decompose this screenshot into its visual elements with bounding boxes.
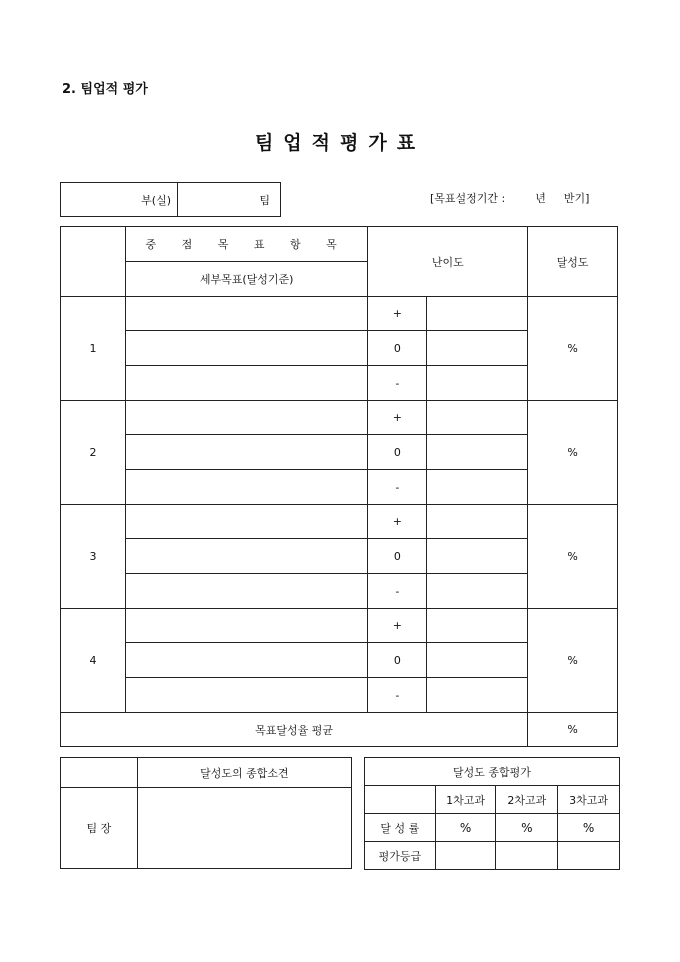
main-evaluation-table — [60, 226, 618, 747]
achievement-percent: % — [528, 609, 618, 713]
opinion-corner-cell — [61, 758, 138, 788]
difficulty-sign: + — [368, 297, 427, 331]
difficulty-input-cell[interactable] — [427, 678, 528, 713]
goal-input-cell[interactable] — [125, 470, 368, 505]
average-row — [61, 713, 618, 747]
difficulty-input-cell[interactable] — [427, 643, 528, 678]
difficulty-input-cell[interactable] — [427, 401, 528, 435]
header-difficulty: 난이도 — [368, 227, 528, 297]
period-label: [목표설정기간 : — [430, 192, 506, 205]
row-number: 4 — [61, 609, 126, 713]
goal-input-cell[interactable] — [125, 574, 368, 609]
section-heading: 2. 팀업적 평가 — [62, 82, 148, 97]
leader-label: 팀 장 — [61, 788, 138, 869]
team-label: 팀 — [178, 183, 281, 217]
difficulty-sign: 0 — [368, 539, 427, 574]
row-number: 3 — [61, 505, 126, 609]
difficulty-sign: 0 — [368, 643, 427, 678]
difficulty-input-cell[interactable] — [427, 505, 528, 539]
table-row — [61, 297, 618, 331]
goal-input-cell[interactable] — [125, 401, 368, 435]
header-number-cell — [61, 227, 126, 297]
goal-input-cell[interactable] — [125, 678, 368, 713]
goal-input-cell[interactable] — [125, 609, 368, 643]
achievement-rate-1[interactable]: % — [435, 814, 496, 842]
goal-input-cell[interactable] — [125, 435, 368, 470]
achievement-rate-3[interactable]: % — [558, 814, 620, 842]
average-label: 목표달성율 평균 — [61, 713, 528, 747]
achievement-percent: % — [528, 297, 618, 401]
header-items: 중 점 목 표 항 목 — [125, 227, 368, 262]
row-number: 1 — [61, 297, 126, 401]
difficulty-sign: + — [368, 609, 427, 643]
achievement-rate-2[interactable]: % — [496, 814, 558, 842]
achievement-percent: % — [528, 401, 618, 505]
average-percent: % — [528, 713, 618, 747]
goal-input-cell[interactable] — [125, 505, 368, 539]
period-half: 반기] — [563, 192, 590, 205]
eval-column-3: 3차고과 — [558, 786, 620, 814]
header-achievement: 달성도 — [528, 227, 618, 297]
grade-label: 평가등급 — [365, 842, 436, 870]
difficulty-sign: 0 — [368, 331, 427, 366]
opinion-table — [60, 757, 352, 869]
eval-header: 달성도 종합평가 — [365, 758, 620, 786]
difficulty-input-cell[interactable] — [427, 470, 528, 505]
difficulty-input-cell[interactable] — [427, 331, 528, 366]
goal-input-cell[interactable] — [125, 297, 368, 331]
overall-evaluation-table — [364, 757, 620, 870]
goal-input-cell[interactable] — [125, 331, 368, 366]
opinion-input-cell[interactable] — [137, 788, 351, 869]
table-row — [61, 505, 618, 539]
row-number: 2 — [61, 401, 126, 505]
grade-input-2[interactable] — [496, 842, 558, 870]
difficulty-input-cell[interactable] — [427, 609, 528, 643]
header-row — [61, 227, 618, 262]
period-year: 년 — [535, 192, 546, 205]
header-sub: 세부목표(달성기준) — [125, 262, 368, 297]
difficulty-sign: - — [368, 470, 427, 505]
difficulty-input-cell[interactable] — [427, 539, 528, 574]
opinion-header: 달성도의 종합소견 — [137, 758, 351, 788]
difficulty-sign: - — [368, 678, 427, 713]
dept-label: 부(실) — [61, 183, 178, 217]
department-table — [60, 182, 281, 217]
table-row — [61, 401, 618, 435]
grade-input-3[interactable] — [558, 842, 620, 870]
table-row — [61, 609, 618, 643]
goal-input-cell[interactable] — [125, 366, 368, 401]
difficulty-sign: + — [368, 505, 427, 539]
difficulty-input-cell[interactable] — [427, 435, 528, 470]
difficulty-sign: 0 — [368, 435, 427, 470]
goal-period — [430, 190, 589, 206]
goal-input-cell[interactable] — [125, 539, 368, 574]
goal-input-cell[interactable] — [125, 643, 368, 678]
difficulty-input-cell[interactable] — [427, 574, 528, 609]
difficulty-input-cell[interactable] — [427, 366, 528, 401]
difficulty-sign: - — [368, 366, 427, 401]
eval-column-1: 1차고과 — [435, 786, 496, 814]
eval-column-2: 2차고과 — [496, 786, 558, 814]
grade-input-1[interactable] — [435, 842, 496, 870]
difficulty-input-cell[interactable] — [427, 297, 528, 331]
document-title: 팀업적평가표 — [254, 132, 426, 154]
achievement-rate-label: 달 성 률 — [365, 814, 436, 842]
eval-corner-cell — [365, 786, 436, 814]
difficulty-sign: - — [368, 574, 427, 609]
difficulty-sign: + — [368, 401, 427, 435]
achievement-percent: % — [528, 505, 618, 609]
